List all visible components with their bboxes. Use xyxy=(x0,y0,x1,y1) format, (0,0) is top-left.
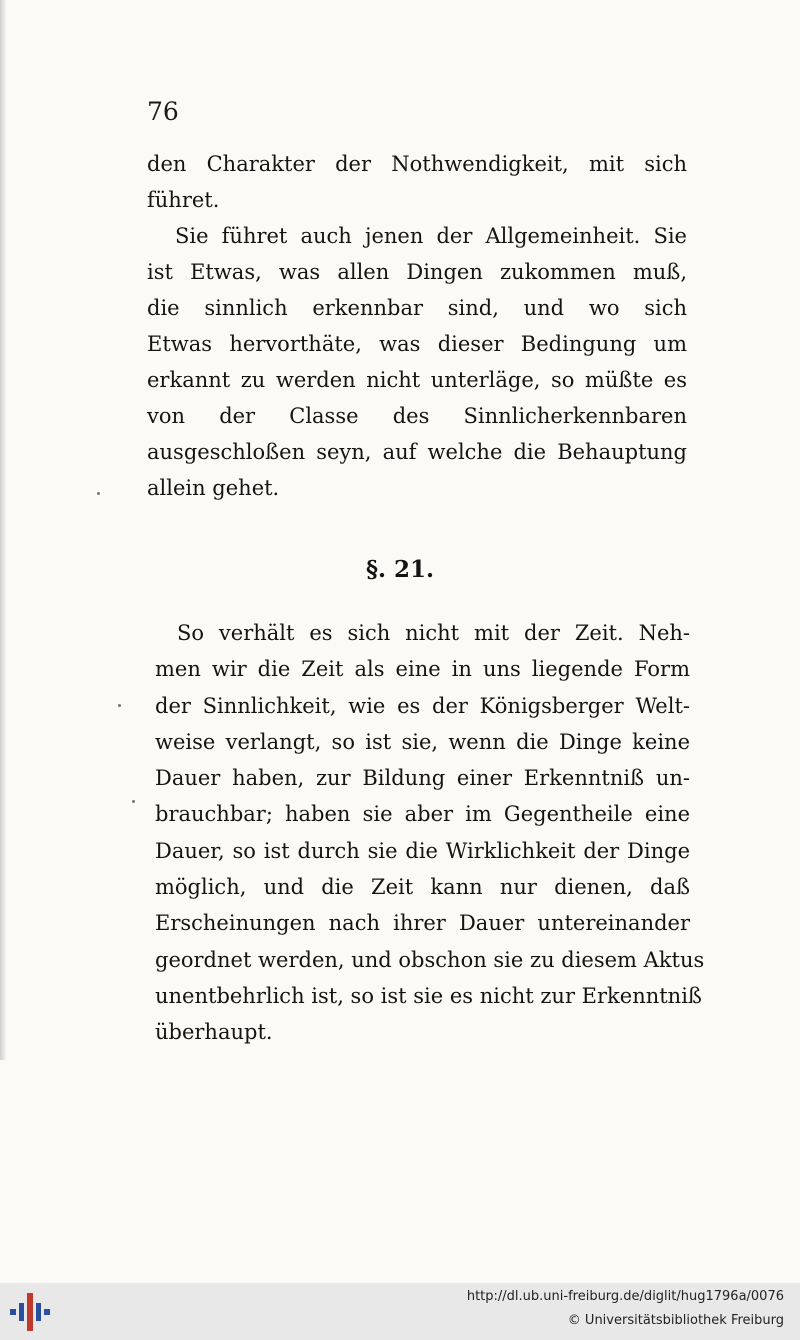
copyright-notice: © Universitätsbibliothek Freiburg xyxy=(567,1313,784,1328)
text-line: geordnet werden, und obschon sie zu diesem Aktus xyxy=(155,947,705,972)
viewer-footer xyxy=(0,1283,800,1340)
text-line: ist Etwas, was allen Dingen zukommen muß, xyxy=(147,260,687,284)
text-line: Etwas hervorthäte, was dieser Bedingung um xyxy=(147,332,687,356)
text-line: die sinnlich erkennbar sind, und wo sich xyxy=(147,296,687,320)
paragraph-1 xyxy=(147,146,687,506)
text-line: men wir die Zeit als eine in uns liegende Form xyxy=(155,657,690,682)
text-line: Sie führet auch jenen der Allgemeinheit. Sie xyxy=(175,224,687,248)
text-line: den Charakter der Nothwendigkeit, mit sich xyxy=(147,152,687,176)
text-line: von der Classe des Sinnlicherkennbaren xyxy=(147,404,687,428)
permalink-url[interactable]: http://dl.ub.uni-freiburg.de/diglit/hug1796a/0076 xyxy=(466,1289,784,1304)
text-line: unentbehrlich ist, so ist sie es nicht zur Erkenntniß xyxy=(155,983,702,1008)
text-line: möglich, und die Zeit kann nur dienen, daß xyxy=(155,875,690,900)
ub-freiburg-logo-icon[interactable] xyxy=(10,1291,50,1333)
text-line: der Sinnlichkeit, wie es der Königsberger Welt- xyxy=(155,693,690,718)
paper-speck xyxy=(97,492,100,495)
section-heading: §. 21. xyxy=(365,556,435,583)
text-line: Erscheinungen nach ihrer Dauer untereinander xyxy=(155,911,690,936)
text-line: ausgeschloßen seyn, auf welche die Behauptung xyxy=(147,440,687,464)
paper-speck xyxy=(132,800,135,803)
paragraph-2 xyxy=(155,615,705,1051)
text-line: weise verlangt, so ist sie, wenn die Dinge keine xyxy=(155,729,690,754)
text-line: führet. xyxy=(147,188,220,212)
text-line: brauchbar; haben sie aber im Gegentheile eine xyxy=(155,802,690,827)
page-gutter xyxy=(0,0,6,1060)
paper-speck xyxy=(118,704,121,707)
text-line: Dauer, so ist durch sie die Wirklichkeit der Dinge xyxy=(155,838,690,863)
page-number: 76 xyxy=(147,97,179,126)
text-line: So verhält es sich nicht mit der Zeit. Neh- xyxy=(177,621,690,645)
text-line: allein gehet. xyxy=(147,476,280,500)
text-line: überhaupt. xyxy=(155,1020,273,1045)
text-line: erkannt zu werden nicht unterläge, so müßte es xyxy=(147,368,687,392)
text-line: Dauer haben, zur Bildung einer Erkenntniß un- xyxy=(155,766,690,791)
